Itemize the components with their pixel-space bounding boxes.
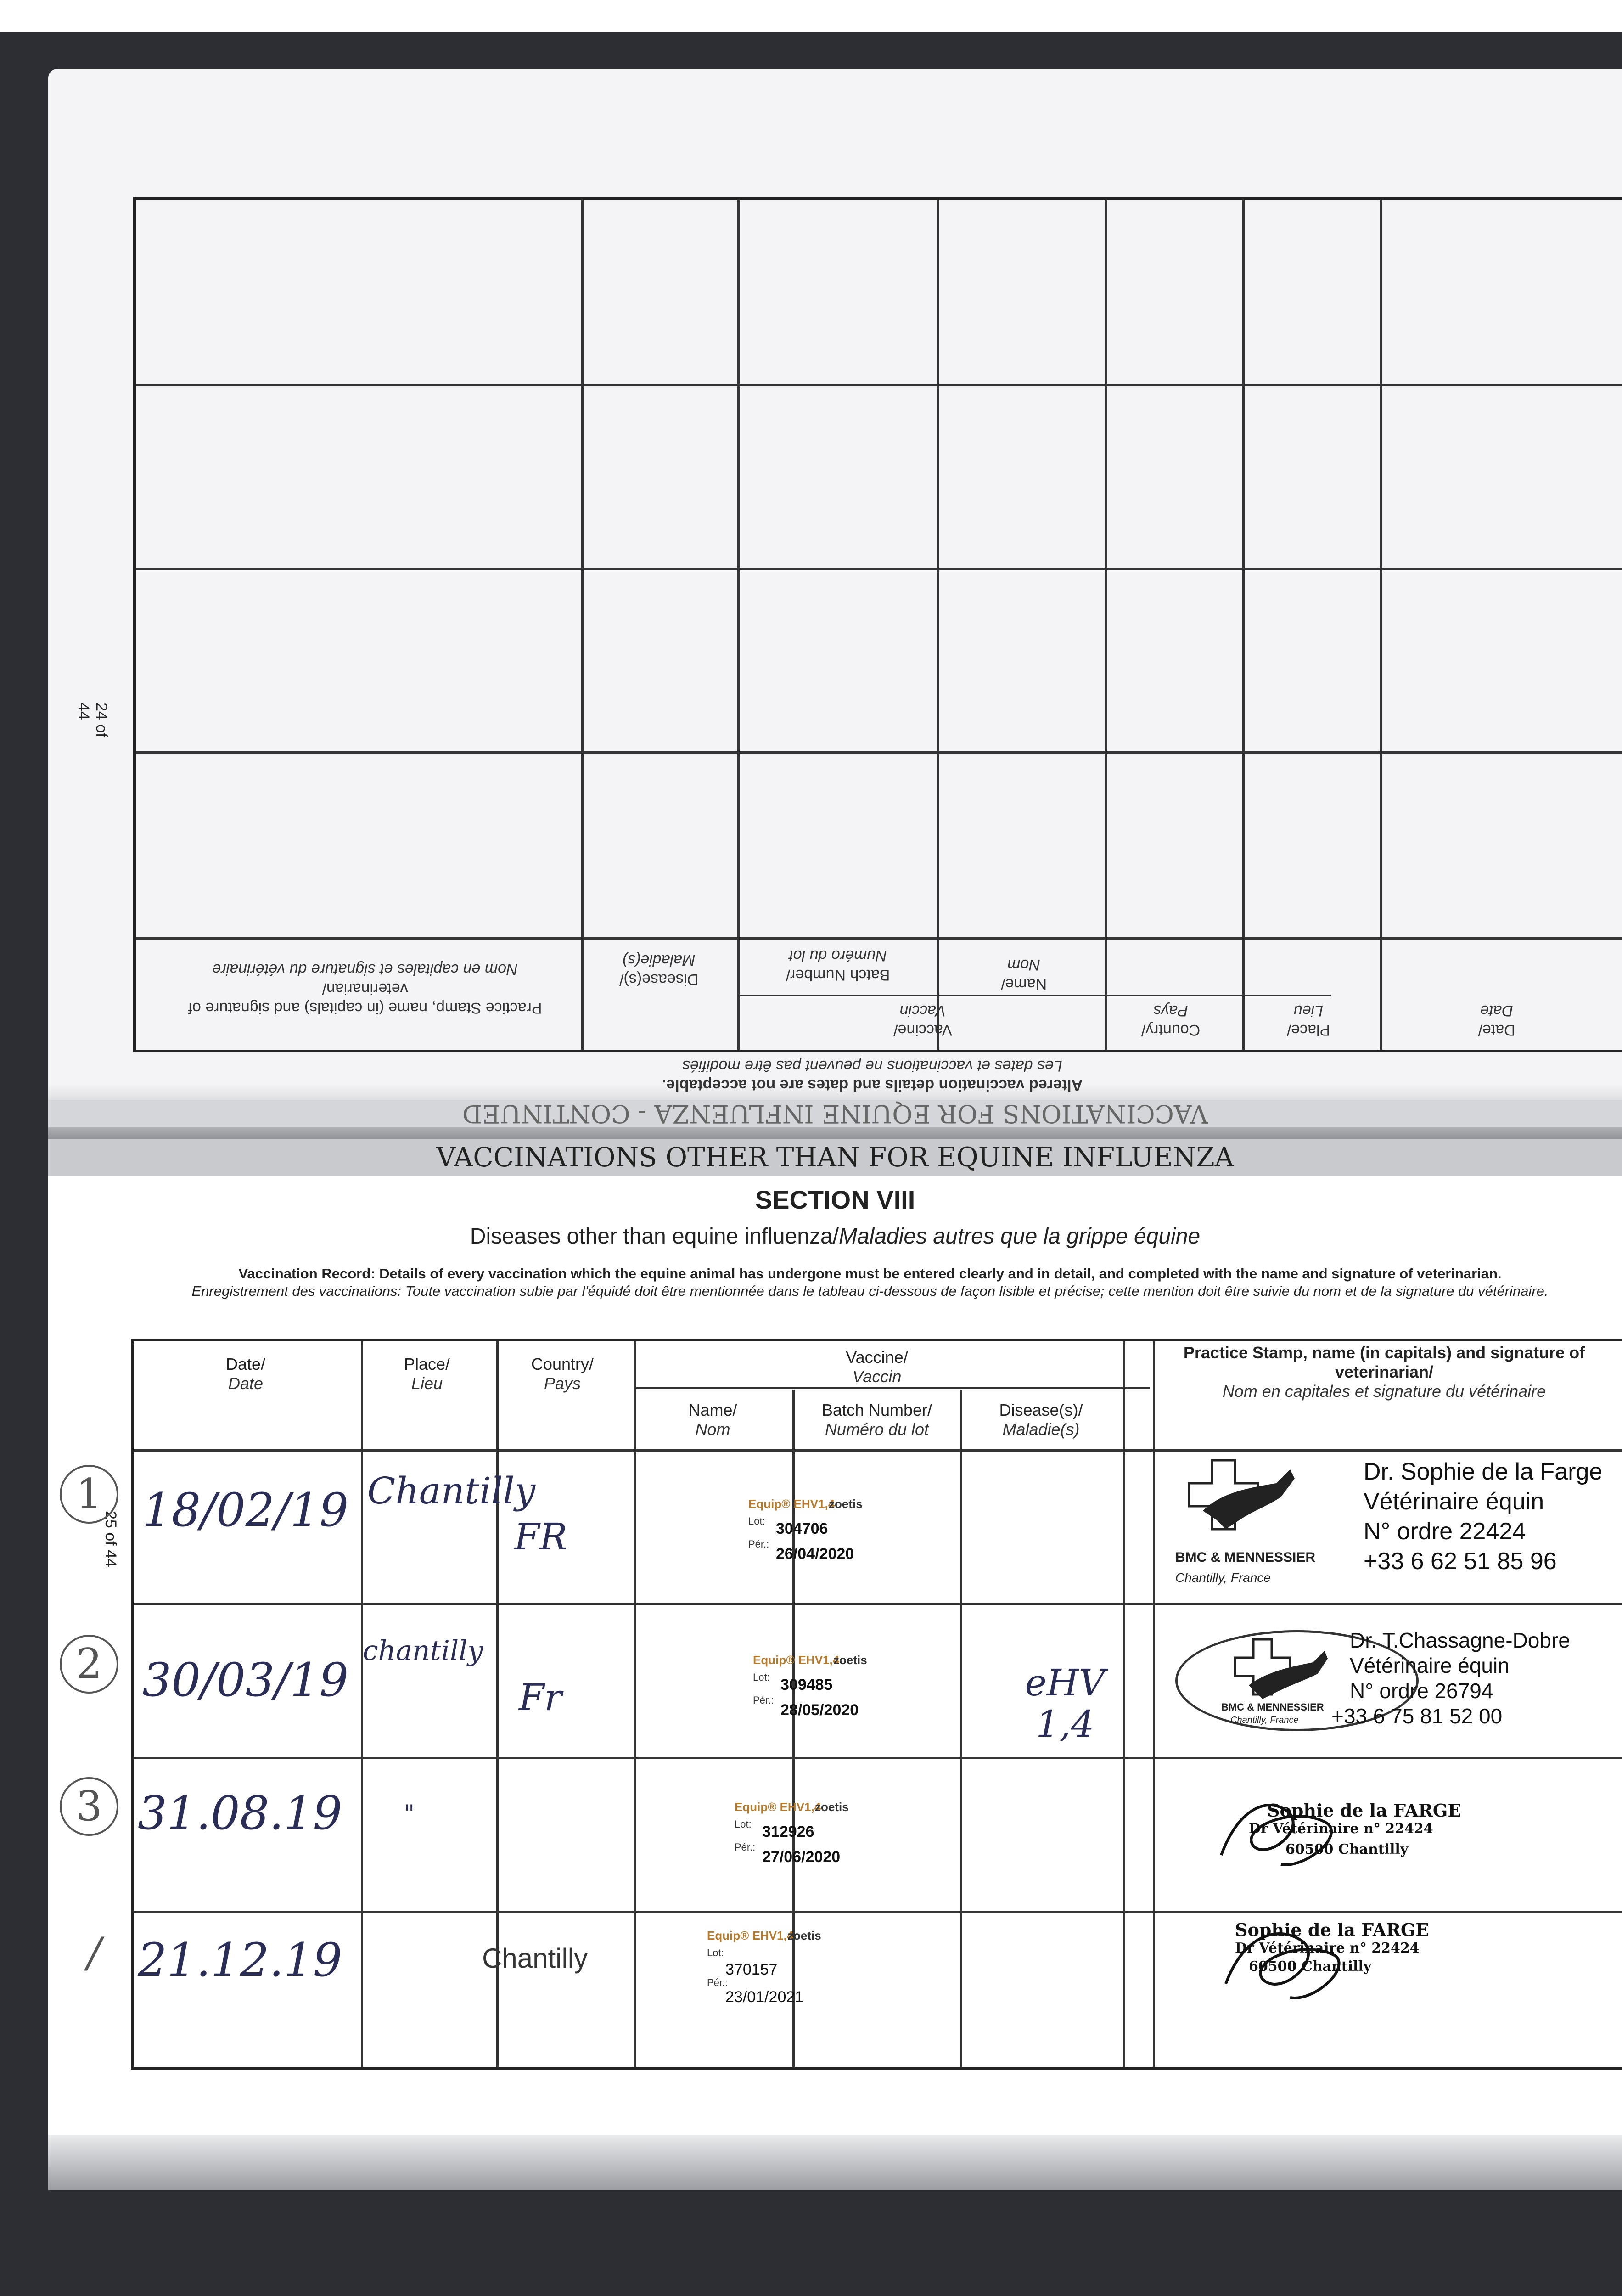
row-2-clinic-city: Chantilly, France: [1230, 1715, 1299, 1725]
row-3-place: ": [404, 1800, 415, 1827]
section-title: SECTION VIII: [755, 1185, 915, 1214]
top-page-number: 24 of 44: [75, 703, 110, 737]
row-2-date: 30/03/19: [142, 1653, 349, 1707]
row-4-signature: [1212, 1906, 1359, 2011]
row-1-date: 18/02/19: [142, 1483, 349, 1537]
header-stamp: Practice Stamp, name (in capitals) and signature of veterinarian/ Nom en capitales et signature du vétérinaire: [1183, 1343, 1585, 1401]
bottom-banner: VACCINATIONS OTHER THAN FOR EQUINE INFLUENZA: [48, 1139, 1622, 1176]
header-place: Place/ Lieu: [404, 1355, 450, 1393]
top-header-disease: Disease(s)/ Maladie(s): [619, 951, 698, 988]
header-disease: Disease(s)/ Maladie(s): [999, 1401, 1083, 1439]
top-banner: VACCINATIONS FOR EQUINE INFLUENZA - CONTINUED: [48, 1100, 1622, 1127]
row-1-vet-line-1: Dr. Sophie de la Farge: [1364, 1458, 1603, 1485]
row-4-vet-line-3: 60500 Chantilly: [1249, 1958, 1372, 1975]
row-2-vet-line-3: N° ordre 26794: [1350, 1679, 1493, 1703]
record-instructions: Vaccination Record: Details of every vaccination which the equine animal has undergone must be entered clearly and in detail, and completed with the name and signature of veterinarian. Enregistrement des vaccinations: Toute vaccination subie par l'équidé doit être mentionnée dans le tableau ci-dessous de façon lisible et précise; cette mention doit être suivie du nom et de la signature du vétérinaire.: [191, 1266, 1549, 1299]
top-header-batch: Batch Number/ Numéro du lot: [786, 947, 890, 984]
row-2-horse-icon: [1230, 1635, 1331, 1706]
row-2-vet-line-1: Dr. T.Chassagne-Dobre: [1350, 1628, 1570, 1652]
row-1-clinic: BMC & MENNESSIER: [1175, 1550, 1316, 1565]
row-2-vaccine-sticker: Equip® EHV1,4 zoetis Lot: 309485 Pér.: 28/05/2020: [753, 1653, 867, 1719]
row-1-clinic-logo: [1184, 1456, 1299, 1534]
row-4-vet-line-1: Sophie de la FARGE: [1235, 1919, 1429, 1940]
top-header-name: Name/ Nom: [1000, 956, 1047, 993]
header-name: Name/ Nom: [688, 1401, 737, 1439]
row-3-vaccine-sticker: Equip® EHV1,4 zoetis Lot: 312926 Pér.: 27/06/2020: [735, 1800, 849, 1866]
row-3-marker: 3: [60, 1777, 118, 1836]
row-3-signature: [1212, 1786, 1350, 1878]
row-2-marker: 2: [60, 1635, 118, 1694]
row-2-vet-line-4: +33 6 75 81 52 00: [1331, 1704, 1503, 1728]
row-1-vet-line-4: +33 6 62 51 85 96: [1364, 1548, 1557, 1575]
row-1-vaccine-sticker: Equip® EHV1,4 zoetis Lot: 304706 Pér.: 26/04/2020: [748, 1497, 863, 1563]
row-2-country: Fr: [519, 1676, 562, 1719]
header-date: Date/ Date: [225, 1355, 266, 1393]
top-header-place: Place/ Lieu: [1286, 1002, 1330, 1039]
row-2-disease: eHV 1,4: [1025, 1661, 1106, 1745]
top-header-date: Date/ Date: [1478, 1002, 1515, 1039]
row-1-vet-line-2: Vétérinaire équin: [1364, 1488, 1544, 1515]
header-batch: Batch Number/ Numéro du lot: [821, 1401, 932, 1439]
row-2-place: chantilly: [363, 1635, 483, 1667]
top-header-vaccine: Vaccine/ Vaccin: [893, 1002, 952, 1039]
row-1-country: FR: [514, 1515, 567, 1558]
row-4-country: Chantilly: [482, 1943, 588, 1974]
header-country: Country/ Pays: [531, 1355, 594, 1393]
row-1-clinic-city: Chantilly, France: [1175, 1570, 1271, 1585]
bottom-page-number: 25 of 44: [102, 1511, 119, 1567]
top-notice: Altered vaccination details and dates are not acceptable. Les dates et vaccinations ne peuvent pas être modifiés: [662, 1057, 1083, 1094]
row-3-date: 31.08.19: [138, 1786, 342, 1840]
row-2-clinic: BMC & MENNESSIER: [1221, 1701, 1324, 1713]
horse-cross-icon: [1230, 1635, 1331, 1704]
row-1-marker: 1: [60, 1465, 118, 1524]
row-4-marker: /: [87, 1929, 101, 1977]
row-4-vet-line-2: Dr Vétérinaire n° 22424: [1235, 1940, 1420, 1956]
row-3-vet-line-3: 60500 Chantilly: [1285, 1841, 1409, 1857]
row-4-date: 21.12.19: [138, 1933, 342, 1987]
horse-cross-icon: [1184, 1456, 1299, 1534]
top-header-country: Country/ Pays: [1141, 1002, 1201, 1039]
top-header-stamp: Practice Stamp, name (in capitals) and signature of veterinarian/ Nom en capitales et signature du vétérinaire: [188, 961, 542, 1017]
row-3-vet-line-1: Sophie de la FARGE: [1267, 1800, 1461, 1821]
section-subtitle: Diseases other than equine influenza/Maladies autres que la grippe équine: [470, 1224, 1201, 1249]
header-vaccine: Vaccine/ Vaccin: [846, 1348, 908, 1386]
row-1-place: Chantilly: [367, 1469, 536, 1512]
row-3-vet-line-2: Dr Vétérinaire n° 22424: [1249, 1821, 1433, 1837]
bottom-cover-edge: [48, 2135, 1622, 2190]
row-1-vet-line-3: N° ordre 22424: [1364, 1518, 1526, 1545]
row-2-vet-line-2: Vétérinaire équin: [1350, 1654, 1510, 1677]
top-vaccination-table: [133, 197, 1622, 1052]
row-4-vaccine-sticker: Equip® EHV1,4 zoetis Lot: 370157 Pér.: 23/01/2021: [707, 1929, 821, 2006]
